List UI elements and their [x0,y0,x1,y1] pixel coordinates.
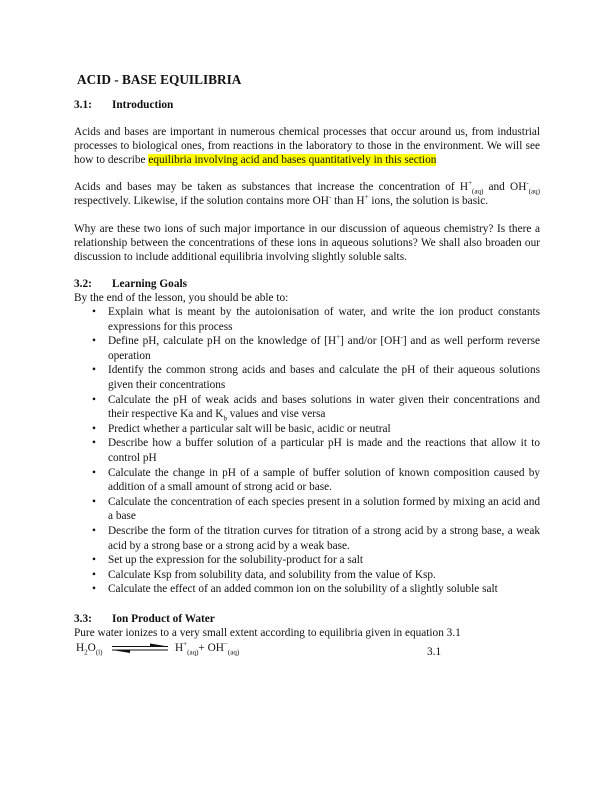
subscript: 2 [84,648,88,657]
bullet-icon: • [92,495,96,508]
text-run: Describe the form of the titration curves for titration of a strong acid by a strong base, a weak acid by a strong base or a strong acid by a weak base. [108,524,540,552]
learning-goal-item [74,363,540,392]
supscript: + [364,193,369,202]
text-run: Calculate the concentration of each species present in a solution formed by mixing an acid and a base [108,495,540,523]
subscript: (l) [95,648,103,657]
text-run: + OH [198,641,224,654]
intro-paragraph-3 [74,222,540,264]
learning-goal-item [74,568,540,583]
text-run: Acids and bases may be taken as substances that increase the concentration of H [74,181,469,193]
bullet-icon: • [92,466,96,479]
intro-paragraph-2 [74,180,540,208]
water-paragraph: Pure water ionizes to a very small extent according to equilibria given in equation 3.1 [74,626,461,639]
section-heading-learning-goals [74,277,540,291]
text-run: ions, the solution is basic. [368,195,489,207]
subscript: (aq) [528,187,540,196]
learning-goal-item [74,553,540,568]
text-run: Acids and bases are important in numerous chemical processes that occur around us, from industrial processes to biological ones, from reactions in the laboratory to those in the environment. We will see how to describe [74,126,540,166]
bullet-icon: • [92,583,96,596]
learning-goal-text [108,569,436,581]
bullet-icon: • [92,554,96,567]
bullet-icon: • [92,437,96,450]
learning-goal-text [108,306,540,333]
section-number: 3.1: [74,99,92,111]
learning-goal-text [108,554,363,566]
learning-goal-text [108,496,540,523]
text-run: ] and/or [OH [340,335,401,348]
text-run: O [87,641,96,654]
learning-goal-text [108,437,540,464]
bullet-icon: • [92,335,96,348]
bullet-icon: • [92,568,96,581]
section-number: 3.2: [74,278,92,290]
supscript: - [400,333,403,342]
bullet-icon: • [92,393,96,406]
text-run: H [76,641,85,654]
learning-goal-text [108,394,540,421]
learning-goal-item [74,495,540,524]
bullet-icon: • [92,524,96,537]
bullet-icon: • [92,364,96,377]
subscript: b [223,414,227,423]
section-title: Introduction [112,99,174,111]
learning-goal-item [74,422,540,437]
learning-goal-item [74,305,540,334]
goals-lead: By the end of the lesson, you should be able to: [74,292,289,304]
equilibrium-arrows-icon [110,643,170,653]
text-run: Calculate Ksp from solubility data, and solubility from the value of Ksp. [108,568,436,581]
learning-goals-list [74,305,540,597]
text-run: ] and as well perform reverse operation [108,335,540,362]
text-run: Describe how a buffer solution of a particular pH is made and the reactions that allow it to control pH [108,437,540,464]
document-title: ACID - BASE EQUILIBRIA [77,72,242,87]
equation-rhs [175,640,239,656]
equation-number: 3.1 [427,645,442,658]
equation-lhs [76,640,102,656]
text-run: Identify the common strong acids and bases and calculate the pH of their aqueous solutions given their concentrations [108,364,540,391]
section-title: Learning Goals [112,278,188,290]
text-run: Predict whether a particular salt will be basic, acidic or neutral [108,422,391,435]
subscript: (aq) [187,648,199,657]
learning-goal-text [108,525,540,552]
subscript: (aq) [472,187,484,196]
text-run: respectively. Likewise, if the solution contains more OH [74,195,329,207]
supscript: - [328,193,332,202]
learning-goal-item [74,582,540,597]
supscript: + [336,333,341,342]
section-number: 3.3: [74,612,92,625]
text-run: Explain what is meant by the autoionisation of water, and write the ion product constants expressions for this process [108,306,540,333]
supscript: + [183,640,188,649]
document-page [74,72,540,658]
text-run: Calculate the effect of an added common ion on the solubility of a slightly soluble salt [108,583,498,596]
text-run: H [175,641,184,654]
learning-goal-item [74,436,540,465]
learning-goal-item [74,466,540,495]
text-run: than H [331,195,365,207]
text-run: Define pH, calculate pH on the knowledge of [H [108,335,337,348]
learning-goal-text [108,364,540,391]
learning-goal-item [74,393,540,422]
supscript: - [526,179,529,188]
learning-goal-text [108,583,498,595]
bullet-icon: • [92,306,96,318]
intro-paragraph-1 [74,125,540,167]
text-run: Why are these two ions of such major importance in our discussion of aqueous chemistry? Is there a relationship between the concentrations of these ions in aqueous solutions? We shall also broaden our discussion to include additional equilibria involving slightly soluble salts. [74,223,540,263]
supscript: + [468,179,473,188]
bullet-icon: • [92,422,96,435]
section-title: Ion Product of Water [112,612,215,625]
section-heading-ion-product [74,612,540,626]
learning-goal-text [108,467,540,494]
learning-goal-item [74,524,540,553]
learning-goal-text [108,335,540,362]
supscript: − [223,640,228,649]
learning-goal-text [108,423,391,435]
text-run: Calculate the pH of weak acids and bases solutions in water given their concentrations and their respective Ka and K [108,393,540,421]
text-run: Calculate the change in pH of a sample of buffer solution of known composition caused by addition of a small amount of strong acid or base. [108,466,540,494]
subscript: (aq) [227,648,240,657]
text-run: Set up the expression for the solubility-product for a salt [108,554,364,567]
text-run: values and vise versa [226,408,326,421]
equation-3-1 [74,640,540,658]
section-heading-introduction [74,98,540,112]
highlighted-text: equilibria involving acid and bases quantitatively in this section [148,154,437,166]
text-run: and OH [483,181,527,193]
learning-goal-item [74,334,540,363]
